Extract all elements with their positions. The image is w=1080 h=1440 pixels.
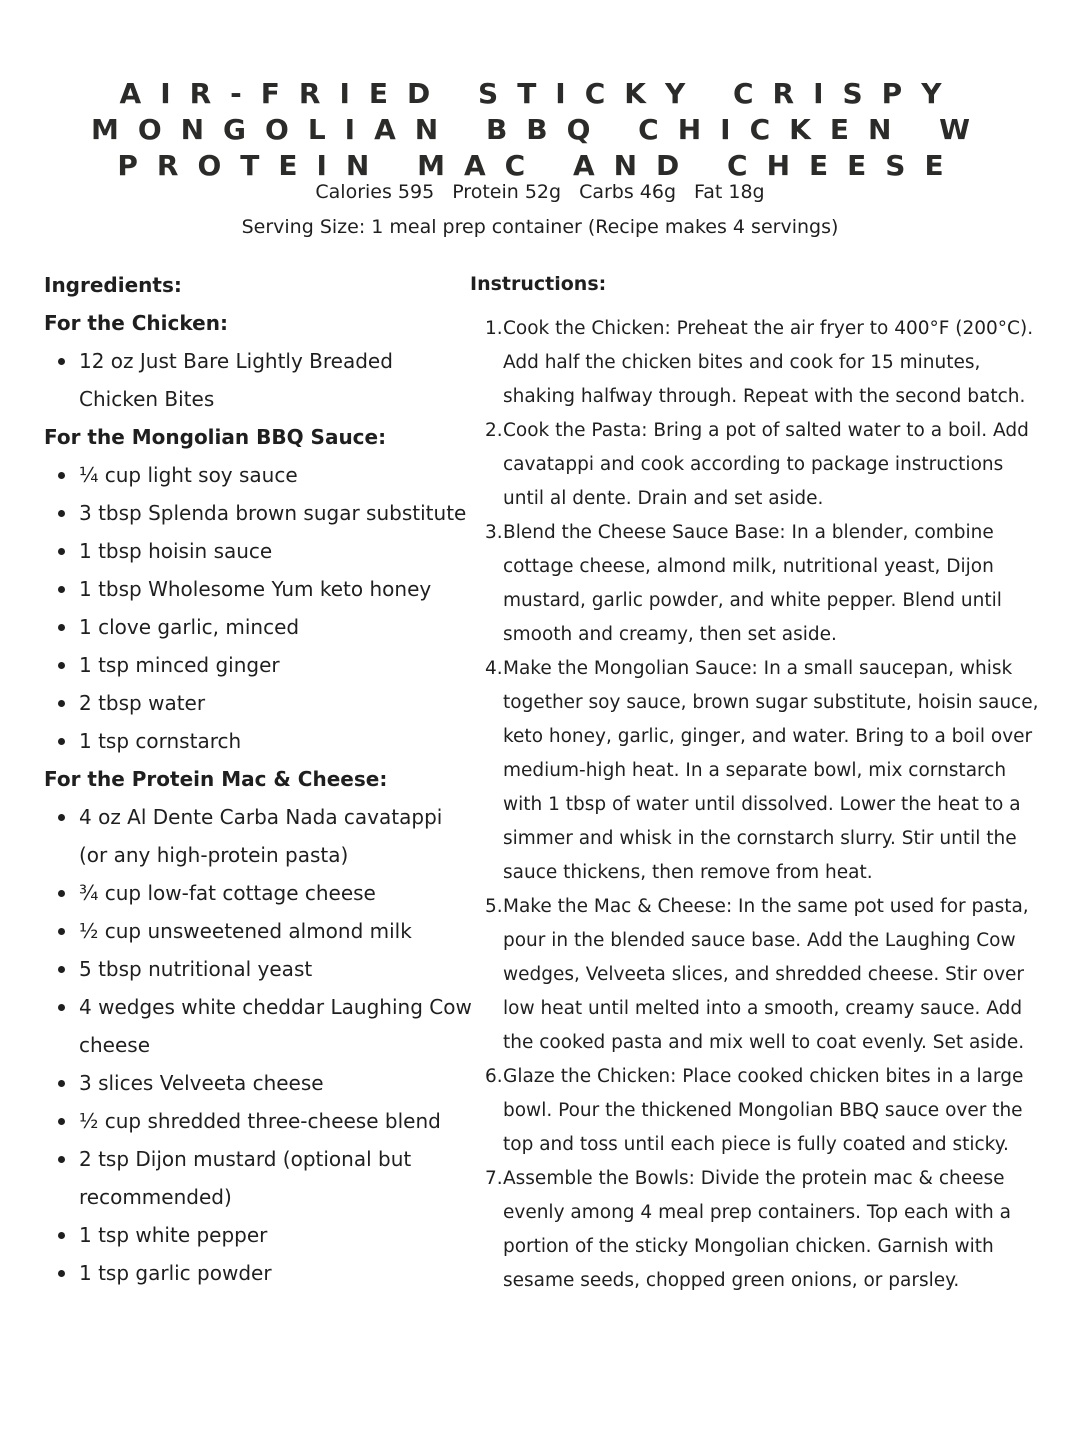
list-item: 1 tbsp hoisin sauce <box>44 532 474 570</box>
protein: Protein 52g <box>452 181 562 203</box>
list-item: 5 tbsp nutritional yeast <box>44 950 474 988</box>
instructions-section <box>470 266 1045 1298</box>
list-item: 1 tbsp Wholesome Yum keto honey <box>44 570 474 608</box>
sauce-subheading: For the Mongolian BBQ Sauce: <box>44 425 387 449</box>
mac-ingredients-list <box>44 798 474 1292</box>
step-text: Glaze the Chicken: Place cooked chicken bites in a large bowl. Pour the thickened Mongolian BBQ sauce over the top and toss until each piece is fully coated and sticky. <box>503 1066 1024 1155</box>
instruction-step <box>470 1162 1045 1298</box>
step-text: Cook the Chicken: Preheat the air fryer to 400°F (200°C). Add half the chicken bites and cook for 15 minutes, shaking halfway through. Repeat with the second batch. <box>503 318 1034 407</box>
list-item: 1 tsp cornstarch <box>44 722 474 760</box>
list-item: ½ cup unsweetened almond milk <box>44 912 474 950</box>
calories: Calories 595 <box>315 181 435 203</box>
title-line-2: MONGOLIAN BBQ CHICKEN W <box>90 113 990 146</box>
step-text: Blend the Cheese Sauce Base: In a blender, combine cottage cheese, almond milk, nutritional yeast, Dijon mustard, garlic powder, and white pepper. Blend until smooth and creamy, then set aside. <box>503 522 1002 645</box>
step-text: Cook the Pasta: Bring a pot of salted water to a boil. Add cavatappi and cook according to package instructions until al dente. Drain and set aside. <box>503 420 1029 509</box>
list-item: 3 tbsp Splenda brown sugar substitute <box>44 494 474 532</box>
list-item: 12 oz Just Bare Lightly Breaded Chicken Bites <box>44 342 474 418</box>
title-line-1: AIR-FRIED STICKY CRISPY <box>119 77 961 110</box>
step-text: Make the Mac & Cheese: In the same pot used for pasta, pour in the blended sauce base. Add the Laughing Cow wedges, Velveeta slices, and shredded cheese. Stir over low heat until melted into a smooth, creamy sauce. Add the cooked pasta and mix well to coat evenly. Set aside. <box>503 896 1029 1053</box>
chicken-subheading: For the Chicken: <box>44 311 228 335</box>
carbs: Carbs 46g <box>579 181 677 203</box>
step-number: 4. <box>485 658 503 679</box>
step-text: Make the Mongolian Sauce: In a small saucepan, whisk together soy sauce, brown sugar substitute, hoisin sauce, keto honey, garlic, ginger, and water. Bring to a boil over medium-high heat. In a separate bowl, mix cornstarch with 1 tbsp of water until dissolved. Lower the heat to a simmer and whisk in the cornstarch slurry. Stir until the sauce thickens, then remove from heat. <box>503 658 1039 883</box>
instructions-heading: Instructions: <box>470 273 607 295</box>
instruction-step <box>470 1060 1045 1162</box>
sauce-ingredients-list <box>44 456 474 760</box>
list-item: 3 slices Velveeta cheese <box>44 1064 474 1102</box>
list-item: 1 clove garlic, minced <box>44 608 474 646</box>
nutrition-facts <box>0 178 1080 206</box>
list-item: 2 tbsp water <box>44 684 474 722</box>
list-item: 1 tsp minced ginger <box>44 646 474 684</box>
step-text: Assemble the Bowls: Divide the protein mac & cheese evenly among 4 meal prep containers. Top each with a portion of the sticky Mongolian chicken. Garnish with sesame seeds, chopped green onions, or parsley. <box>503 1168 1011 1291</box>
fat: Fat 18g <box>694 181 765 203</box>
instruction-step <box>470 652 1045 890</box>
instruction-step <box>470 312 1045 414</box>
mac-subheading: For the Protein Mac & Cheese: <box>44 767 388 791</box>
recipe-title <box>40 76 1040 184</box>
instruction-step <box>470 414 1045 516</box>
instruction-step <box>470 890 1045 1060</box>
step-number: 5. <box>485 896 503 917</box>
instructions-list <box>470 312 1045 1298</box>
chicken-ingredients-list <box>44 342 474 418</box>
title-line-3: PROTEIN MAC AND CHEESE <box>117 149 963 182</box>
list-item: 2 tsp Dijon mustard (optional but recommended) <box>44 1140 474 1216</box>
ingredients-section <box>44 266 474 1292</box>
step-number: 1. <box>485 318 503 339</box>
step-number: 6. <box>485 1066 503 1087</box>
instruction-step <box>470 516 1045 652</box>
list-item: 4 oz Al Dente Carba Nada cavatappi (or any high-protein pasta) <box>44 798 474 874</box>
list-item: ¾ cup low-fat cottage cheese <box>44 874 474 912</box>
list-item: 1 tsp garlic powder <box>44 1254 474 1292</box>
step-number: 2. <box>485 420 503 441</box>
step-number: 3. <box>485 522 503 543</box>
ingredients-heading: Ingredients: <box>44 273 182 297</box>
serving-size: Serving Size: 1 meal prep container (Recipe makes 4 servings) <box>241 216 839 238</box>
step-number: 7. <box>485 1168 503 1189</box>
list-item: ¼ cup light soy sauce <box>44 456 474 494</box>
list-item: 4 wedges white cheddar Laughing Cow cheese <box>44 988 474 1064</box>
list-item: 1 tsp white pepper <box>44 1216 474 1254</box>
list-item: ½ cup shredded three-cheese blend <box>44 1102 474 1140</box>
